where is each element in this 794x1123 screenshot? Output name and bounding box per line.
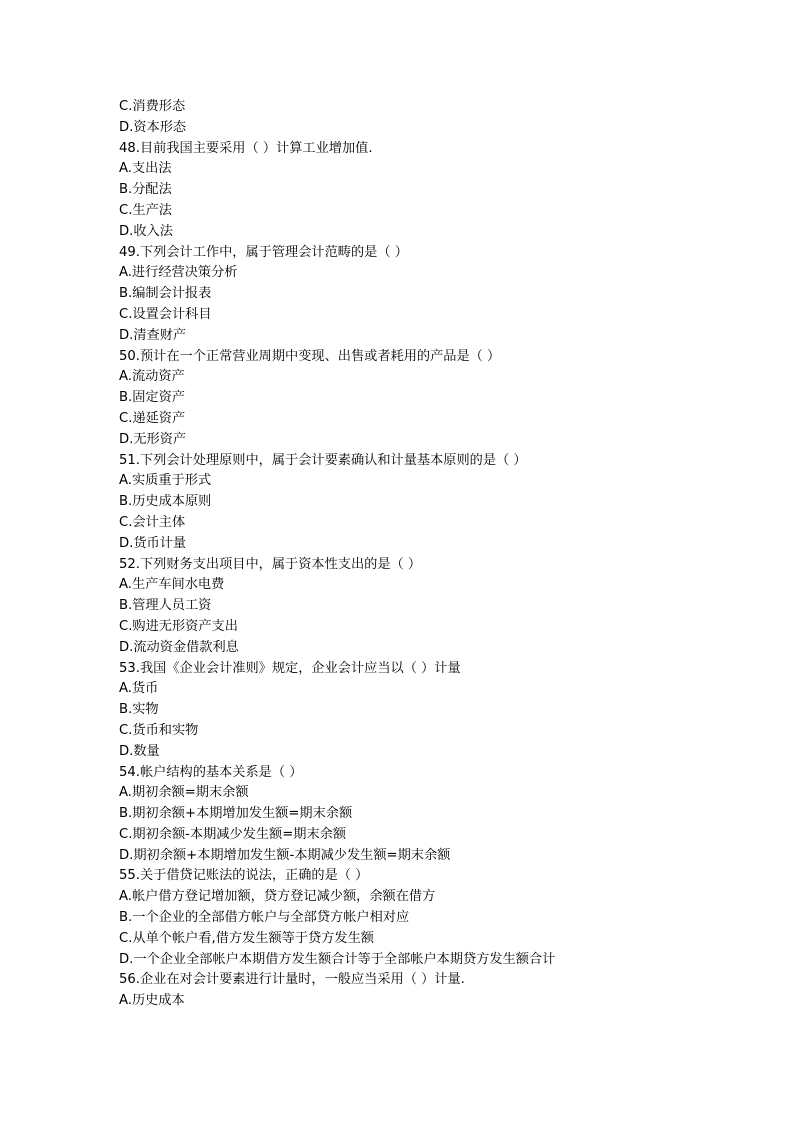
question-51: 51.下列会计处理原则中，属于会计要素确认和计量基本原则的是（ ） <box>119 452 527 468</box>
option-b: B.固定资产 <box>119 390 185 406</box>
option-b: B.一个企业的全部借方帐户与全部贷方帐户相对应 <box>119 910 410 926</box>
option-a: A.生产车间水电费 <box>119 577 225 593</box>
option-d: D.一个企业全部帐户本期借方发生额合计等于全部帐户本期贷方发生额合计 <box>119 951 556 967</box>
option-d: D.清查财产 <box>119 327 187 343</box>
option-c: C.生产法 <box>119 202 172 218</box>
option-c: C.货币和实物 <box>119 722 199 738</box>
option-c: C.消费形态 <box>119 99 186 114</box>
option-a: A.期初余额=期末余额 <box>119 785 249 801</box>
option-a: A.实质重于形式 <box>119 473 212 489</box>
option-a: A.货币 <box>119 681 159 697</box>
question-50: 50.预计在一个正常营业周期中变现、出售或者耗用的产品是（ ） <box>119 348 501 364</box>
option-c: C.会计主体 <box>119 514 186 530</box>
option-b: B.编制会计报表 <box>119 286 212 302</box>
option-b: B.分配法 <box>119 182 172 198</box>
option-d: D.期初余额+本期增加发生额-本期减少发生额=期末余额 <box>119 847 451 863</box>
option-d: D.流动资金借款利息 <box>119 639 239 655</box>
option-a: A.流动资产 <box>119 369 185 385</box>
option-a: A.帐户借方登记增加额，贷方登记减少额，余额在借方 <box>119 889 436 905</box>
question-49: 49.下列会计工作中，属于管理会计范畴的是（ ） <box>119 244 408 260</box>
option-c: C.购进无形资产支出 <box>119 618 238 634</box>
option-c: C.设置会计科目 <box>119 306 212 322</box>
document-page <box>119 97 759 1012</box>
option-b: B.实物 <box>119 702 159 718</box>
option-b: B.历史成本原则 <box>119 494 212 510</box>
option-c: C.递延资产 <box>119 410 186 426</box>
question-52: 52.下列财务支出项目中，属于资本性支出的是（ ） <box>119 556 422 572</box>
option-c: C.期初余额-本期减少发生额=期末余额 <box>119 826 347 842</box>
option-a: A.历史成本 <box>119 993 185 1009</box>
option-d: D.无形资产 <box>119 431 187 447</box>
question-53: 53.我国《企业会计准则》规定，企业会计应当以（ ）计量 <box>119 660 461 676</box>
option-a: A.支出法 <box>119 161 172 177</box>
question-54: 54.帐户结构的基本关系是（ ） <box>119 764 303 780</box>
question-55: 55.关于借贷记账法的说法，正确的是（ ） <box>119 868 369 884</box>
option-d: D.货币计量 <box>119 535 187 551</box>
question-56: 56.企业在对会计要素进行计量时，一般应当采用（ ）计量. <box>119 972 465 988</box>
option-c: C.从单个帐户看,借方发生额等于贷方发生额 <box>119 930 374 946</box>
option-a: A.进行经营决策分析 <box>119 265 238 281</box>
option-d: D.数量 <box>119 743 160 759</box>
option-d: D.资本形态 <box>119 119 187 135</box>
option-b: B.管理人员工资 <box>119 598 212 614</box>
option-d: D.收入法 <box>119 223 173 239</box>
question-48: 48.目前我国主要采用（ ）计算工业增加值. <box>119 140 373 156</box>
option-b: B.期初余额+本期增加发生额=期末余额 <box>119 806 353 822</box>
